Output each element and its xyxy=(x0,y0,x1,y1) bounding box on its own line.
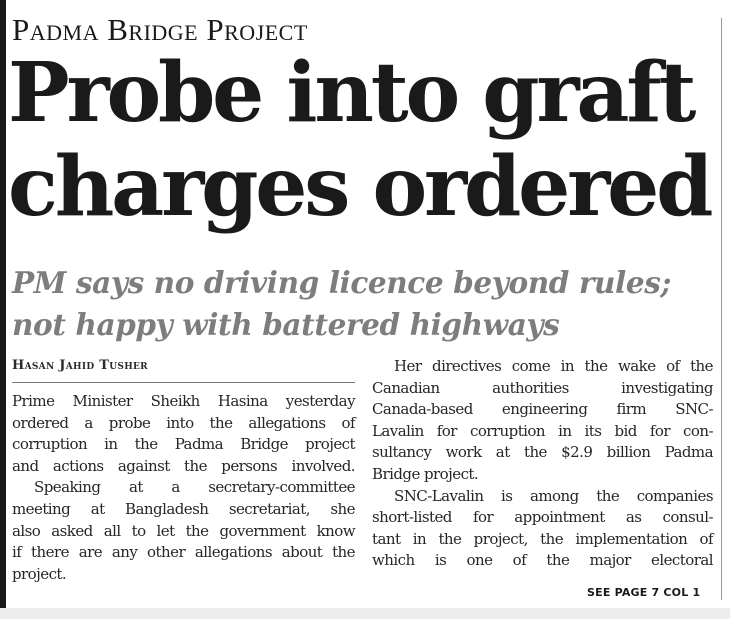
body-line: Canadian authorities investigating xyxy=(372,378,713,397)
continued-jump-line: SEE PAGE 7 COL 1 xyxy=(587,586,701,599)
body-line: ordered a probe into the allegations of xyxy=(12,413,355,432)
column-rule-right xyxy=(721,18,722,600)
body-line: SNC-Lavalin is among the companies xyxy=(394,486,713,505)
body-line: meeting at Bangladesh secretariat, she xyxy=(12,499,355,518)
headline-line-2: charges ordered xyxy=(8,139,711,235)
body-line: sultancy work at the $2.9 billion Padma xyxy=(372,443,713,462)
section-kicker: Padma Bridge Project xyxy=(12,12,308,47)
article-column-left xyxy=(12,391,355,585)
headline-line-1: Probe into graft xyxy=(8,45,694,141)
body-line: Her directives come in the wake of the xyxy=(394,357,713,375)
body-line: Canada-based engineering firm SNC- xyxy=(372,400,713,419)
body-line: tant in the project, the implementation of xyxy=(372,529,713,548)
body-line: corruption in the Padma Bridge project xyxy=(12,435,355,454)
subheadline-line-2: not happy with battered highways xyxy=(12,307,560,342)
body-line: also asked all to let the government know xyxy=(12,521,355,540)
body-line: and actions against the persons involved. xyxy=(12,456,355,475)
body-line: short-listed for appointment as consul- xyxy=(372,508,713,527)
body-line: Lavalin for corruption in its bid for con- xyxy=(372,421,713,440)
body-line: Prime Minister Sheikh Hasina yesterday xyxy=(12,392,355,410)
subheadline-line-1: PM says no driving licence beyond rules; xyxy=(12,265,671,300)
article-column-right xyxy=(372,356,713,572)
byline-rule xyxy=(12,382,355,383)
page-left-edge xyxy=(0,0,6,619)
byline: Hasan Jahid Tusher xyxy=(12,358,148,373)
body-line: if there are any other allegations about the xyxy=(12,543,355,562)
headline xyxy=(8,46,710,234)
body-line: project. xyxy=(12,564,67,583)
body-line: Bridge project. xyxy=(372,464,479,483)
subheadline xyxy=(12,262,671,346)
body-line: which is one of the major electoral xyxy=(372,551,713,570)
page-bottom-band xyxy=(0,608,730,619)
body-line: Speaking at a secretary-committee xyxy=(34,478,355,497)
